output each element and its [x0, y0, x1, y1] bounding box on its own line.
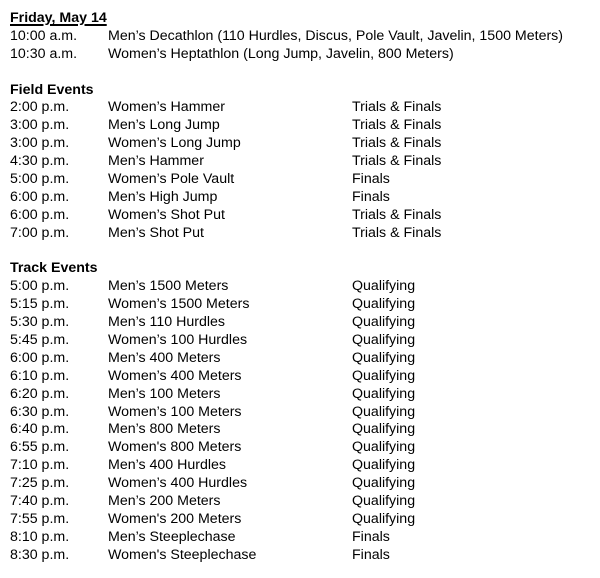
schedule-row — [10, 404, 598, 422]
schedule-row — [10, 493, 598, 511]
track-events-section — [10, 278, 598, 564]
event-time: 6:40 p.m. — [10, 421, 70, 438]
event-round: Finals — [352, 528, 390, 545]
event-round: Qualifying — [352, 296, 416, 313]
event-name: Men’s 100 Meters — [108, 385, 221, 402]
event-time: 4:30 p.m. — [10, 153, 70, 170]
event-round: Qualifying — [352, 314, 416, 331]
event-name: Women’s 400 Meters — [108, 367, 242, 384]
event-time: 7:40 p.m. — [10, 493, 70, 510]
event-round: Qualifying — [352, 510, 416, 527]
schedule-row — [10, 421, 598, 439]
event-name: Men’s Steeplechase — [108, 528, 236, 545]
event-name: Men’s 1500 Meters — [108, 278, 229, 295]
schedule-row — [10, 46, 598, 64]
event-name: Men’s 110 Hurdles — [108, 314, 225, 331]
schedule-row — [10, 135, 598, 153]
event-time: 5:15 p.m. — [10, 296, 70, 313]
schedule-row — [10, 529, 598, 547]
event-round: Qualifying — [352, 367, 416, 384]
event-round: Finals — [352, 171, 390, 188]
schedule-row — [10, 386, 598, 404]
event-name: Women’s Pole Vault — [108, 171, 235, 188]
event-round: Qualifying — [352, 385, 416, 402]
event-time: 5:00 p.m. — [10, 278, 70, 295]
event-name: Women’s Heptathlon (Long Jump, Javelin, 800 Meters) — [108, 45, 454, 62]
schedule-row — [10, 314, 598, 332]
event-name: Men’s High Jump — [108, 188, 218, 205]
event-round: Trials & Finals — [352, 99, 442, 116]
event-name: Men’s 200 Meters — [108, 493, 221, 510]
day-heading: Friday, May 14 — [10, 10, 107, 26]
event-time: 10:30 a.m. — [10, 45, 78, 62]
event-time: 5:00 p.m. — [10, 171, 70, 188]
event-round: Qualifying — [352, 475, 416, 492]
event-name: Women’s 100 Meters — [108, 403, 242, 420]
event-name: Women’s 400 Hurdles — [108, 475, 248, 492]
event-name: Women’s 100 Hurdles — [108, 332, 248, 349]
event-time: 10:00 a.m. — [10, 27, 78, 44]
event-time: 6:00 p.m. — [10, 349, 70, 366]
event-time: 6:10 p.m. — [10, 367, 70, 384]
schedule-row — [10, 368, 598, 386]
event-round: Qualifying — [352, 439, 416, 456]
event-time: 3:00 p.m. — [10, 135, 70, 152]
schedule-row — [10, 511, 598, 529]
event-time: 7:25 p.m. — [10, 475, 70, 492]
event-time: 6:20 p.m. — [10, 385, 70, 402]
event-round: Qualifying — [352, 332, 416, 349]
event-time: 8:30 p.m. — [10, 546, 70, 563]
event-round: Trials & Finals — [352, 206, 442, 223]
schedule-row — [10, 439, 598, 457]
event-time: 7:10 p.m. — [10, 457, 70, 474]
schedule-row — [10, 28, 598, 46]
event-name: Women’s Shot Put — [108, 206, 225, 223]
event-time: 6:55 p.m. — [10, 439, 70, 456]
event-name: Men’s Decathlon (110 Hurdles, Discus, Pole Vault, Javelin, 1500 Meters) — [108, 27, 564, 44]
schedule-row — [10, 189, 598, 207]
event-round: Qualifying — [352, 457, 416, 474]
event-time: 6:30 p.m. — [10, 403, 70, 420]
event-name: Men’s Hammer — [108, 153, 204, 170]
event-time: 6:00 p.m. — [10, 206, 70, 223]
event-name: Women's 200 Meters — [108, 510, 242, 527]
event-name: Women's 800 Meters — [108, 439, 242, 456]
event-round: Qualifying — [352, 349, 416, 366]
schedule-row — [10, 207, 598, 225]
schedule-row — [10, 99, 598, 117]
event-round: Qualifying — [352, 278, 416, 295]
section-spacer — [10, 64, 598, 82]
schedule-document — [10, 10, 598, 565]
event-round: Finals — [352, 546, 390, 563]
event-time: 7:00 p.m. — [10, 224, 70, 241]
event-time: 6:00 p.m. — [10, 188, 70, 205]
track-events-heading: Track Events — [10, 260, 98, 277]
event-name: Women’s Hammer — [108, 99, 225, 116]
field-events-section — [10, 99, 598, 242]
event-name: Women’s Long Jump — [108, 135, 241, 152]
schedule-row — [10, 117, 598, 135]
event-name: Men’s 400 Meters — [108, 349, 221, 366]
schedule-row — [10, 225, 598, 243]
event-time: 8:10 p.m. — [10, 528, 70, 545]
schedule-row — [10, 332, 598, 350]
multi-events-section — [10, 28, 598, 64]
event-round: Trials & Finals — [352, 224, 442, 241]
schedule-row — [10, 153, 598, 171]
event-round: Qualifying — [352, 493, 416, 510]
schedule-row — [10, 457, 598, 475]
event-time: 5:45 p.m. — [10, 332, 70, 349]
event-round: Trials & Finals — [352, 153, 442, 170]
event-name: Men’s Shot Put — [108, 224, 204, 241]
event-name: Men’s 800 Meters — [108, 421, 221, 438]
event-time: 2:00 p.m. — [10, 99, 70, 116]
event-name: Women's Steeplechase — [108, 546, 257, 563]
event-time: 7:55 p.m. — [10, 510, 70, 527]
schedule-row — [10, 278, 598, 296]
event-round: Finals — [352, 188, 390, 205]
event-name: Men’s 400 Hurdles — [108, 457, 227, 474]
event-round: Trials & Finals — [352, 117, 442, 134]
schedule-row — [10, 547, 598, 565]
schedule-row — [10, 171, 598, 189]
event-name: Men’s Long Jump — [108, 117, 220, 134]
schedule-row — [10, 350, 598, 368]
event-round: Trials & Finals — [352, 135, 442, 152]
schedule-row — [10, 296, 598, 314]
event-name: Women’s 1500 Meters — [108, 296, 250, 313]
section-spacer — [10, 243, 598, 261]
schedule-row — [10, 475, 598, 493]
event-time: 5:30 p.m. — [10, 314, 70, 331]
field-events-heading: Field Events — [10, 81, 94, 98]
event-time: 3:00 p.m. — [10, 117, 70, 134]
event-round: Qualifying — [352, 421, 416, 438]
event-round: Qualifying — [352, 403, 416, 420]
